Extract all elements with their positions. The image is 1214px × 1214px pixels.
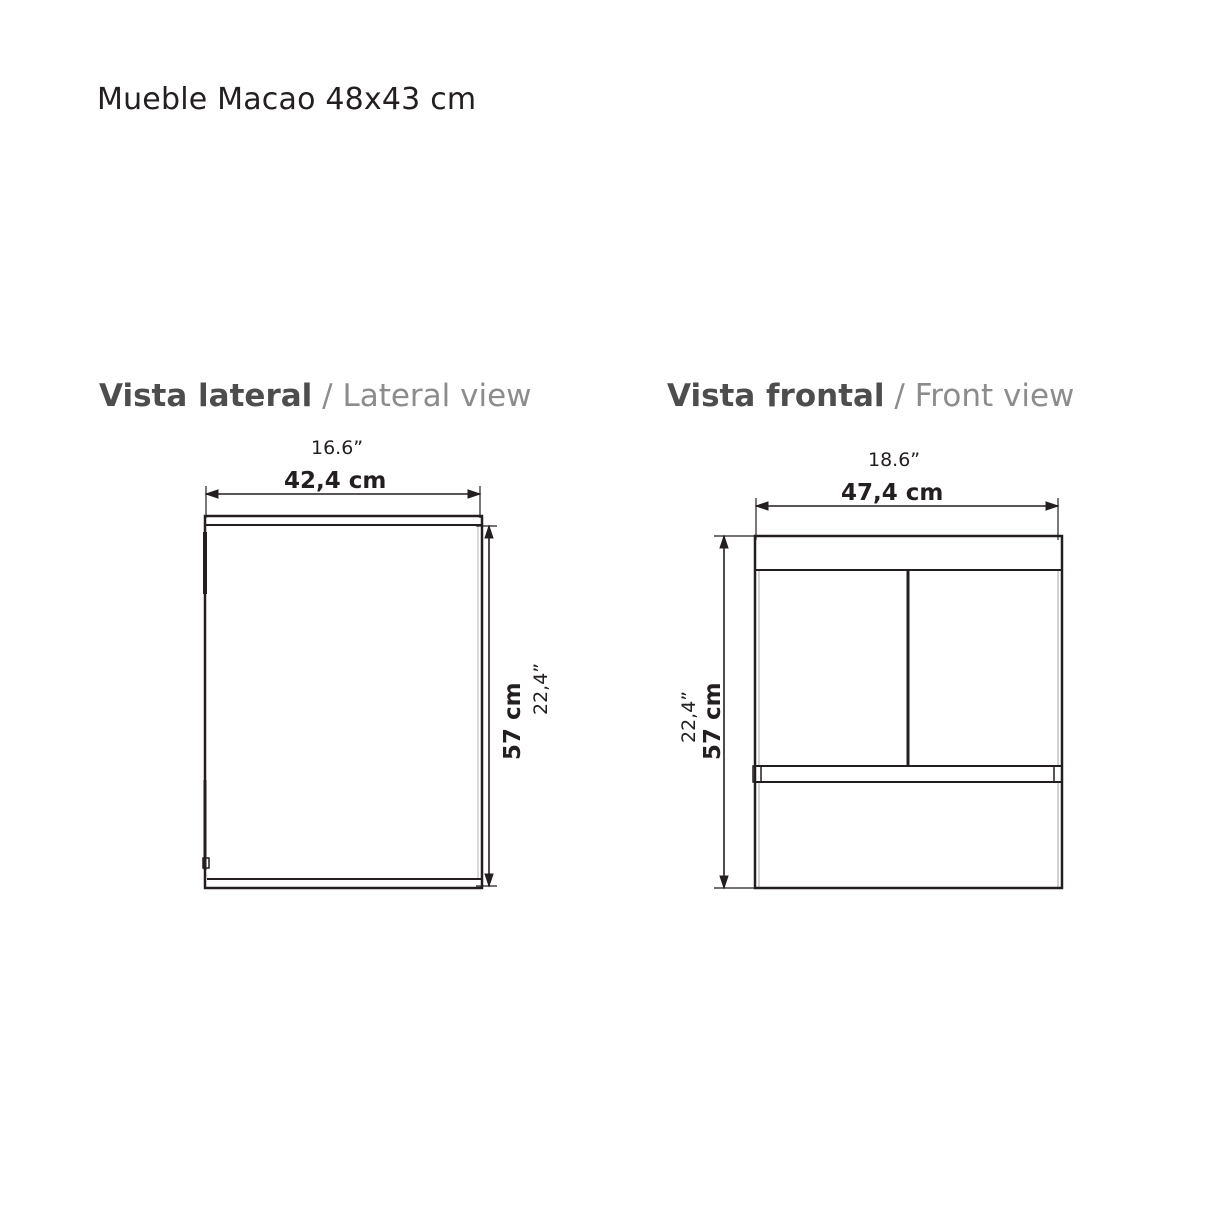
page-title: Mueble Macao 48x43 cm <box>97 82 477 117</box>
lateral-view-heading-en: Lateral view <box>342 378 532 414</box>
lateral-view-drawing <box>203 516 482 888</box>
frontal-height-cm-label: 57 cm <box>700 682 726 760</box>
frontal-width-arrow-left <box>756 502 768 510</box>
lateral-width-arrow-right <box>468 490 480 498</box>
lateral-height-inch-label: 22,4” <box>530 662 552 715</box>
frontal-height-arrow-top <box>720 536 728 548</box>
frontal-width-arrow-right <box>1046 502 1058 510</box>
frontal-height-arrow-bottom <box>720 876 728 888</box>
frontal-view-heading-en: Front view <box>914 378 1075 414</box>
lateral-view-heading-es: Vista lateral <box>99 378 313 414</box>
frontal-view-heading-es: Vista frontal <box>667 378 885 414</box>
lateral-height-cm-label: 57 cm <box>500 682 526 760</box>
lateral-body-outline <box>205 516 482 888</box>
frontal-view-drawing <box>753 536 1062 888</box>
lateral-view-heading-separator: / <box>312 378 343 414</box>
lateral-height-arrow-bottom <box>485 874 493 886</box>
lateral-height-arrow-top <box>485 526 493 538</box>
lateral-height-dimension <box>476 526 497 886</box>
lateral-width-inch-label: 16.6” <box>311 437 364 459</box>
lateral-handle-nub <box>203 858 209 868</box>
lateral-width-cm-label: 42,4 cm <box>284 468 387 494</box>
frontal-view-heading <box>667 378 1074 414</box>
frontal-left-side-nub <box>753 766 761 782</box>
frontal-view-heading-separator: / <box>884 378 915 414</box>
frontal-width-cm-label: 47,4 cm <box>841 480 944 506</box>
lateral-width-arrow-left <box>206 490 218 498</box>
frontal-right-side-nub <box>1054 766 1062 782</box>
frontal-height-inch-label: 22,4” <box>678 690 700 743</box>
frontal-body-outline <box>755 536 1062 888</box>
frontal-width-inch-label: 18.6” <box>868 449 921 471</box>
lateral-view-heading <box>99 378 532 414</box>
